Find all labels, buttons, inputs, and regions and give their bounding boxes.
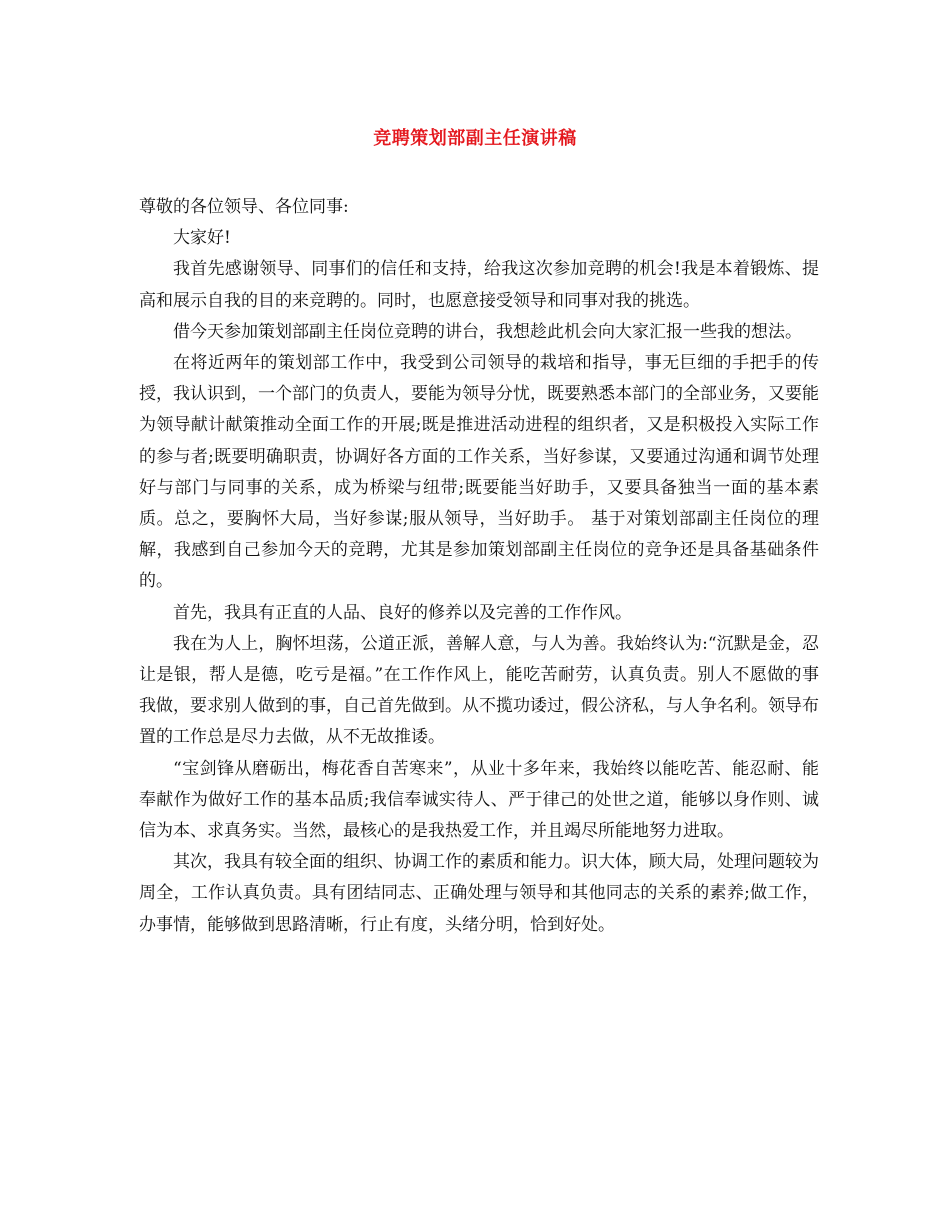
salutation: 尊敬的各位领导、各位同事: — [139, 197, 349, 217]
paragraph-greeting: 大家好! — [173, 228, 231, 249]
document-title: 竞聘策划部副主任演讲稿 — [373, 128, 577, 149]
paragraph-thanks: 我首先感谢领导、同事们的信任和支持，给我这次参加竞聘的机会!我是本着锻炼、提高和展示自我的目的来竞聘的。同时，也愿意接受领导和同事对我的挑选。 — [139, 259, 819, 311]
paragraph-second-point: 其次，我具有较全面的组织、协调工作的素质和能力。识大体，顾大局，处理问题较为周全，工作认真负责。具有团结同志、正确处理与领导和其他同志的关系的素养;做工作，办事情，能够做到思路清晰，行止有度，头绪分明，恰到好处。 — [139, 852, 819, 935]
paragraph-experience: 在将近两年的策划部工作中，我受到公司领导的栽培和指导，事无巨细的手把手的传授，我认识到，一个部门的负责人，要能为领导分忧，既要熟悉本部门的全部业务，又要能为领导献计献策推动全面工作的开展;既是推进活动进程的组织者，又是积极投入实际工作的参与者;既要明确职责，协调好各方面的工作关系，当好参谋，又要通过沟通和调节处理好与部门与同事的关系，成为桥梁与纽带;既要能当好助手，又要具备独当一面的基本素质。总之，要胸怀大局，当好参谋;服从领导，当好助手。 基于对策划部副主任岗位的理解，我感到自己参加今天的竞聘，尤其是参加策划部副主任岗位的竞争还是具备基础条件的。 — [139, 353, 819, 592]
paragraph-quote: “宝剑锋从磨砺出，梅花香自苦寒来”，从业十多年来，我始终以能吃苦、能忍耐、能奉献作为做好工作的基本品质;我信奉诚实待人、严于律己的处世之道，能够以身作则、诚信为本、求真务实。当然，最核心的是我热爱工作，并且竭尽所能地努力进取。 — [139, 758, 819, 842]
paragraph-character: 我在为人上，胸怀坦荡，公道正派，善解人意，与人为善。我始终认为:“沉默是金，忍让是银，帮人是德，吃亏是福。”在工作作风上，能吃苦耐劳，认真负责。别人不愿做的事我做，要求别人做到的事，自己首先做到。从不揽功诿过，假公济私，与人争名利。领导布置的工作总是尽力去做，从不无故推诿。 — [139, 633, 819, 748]
document-body — [139, 192, 819, 941]
paragraph-first-point: 首先，我具有正直的人品、良好的修养以及完善的工作作风。 — [173, 602, 632, 623]
paragraph-intent: 借今天参加策划部副主任岗位竞聘的讲台，我想趁此机会向大家汇报一些我的想法。 — [173, 321, 802, 342]
